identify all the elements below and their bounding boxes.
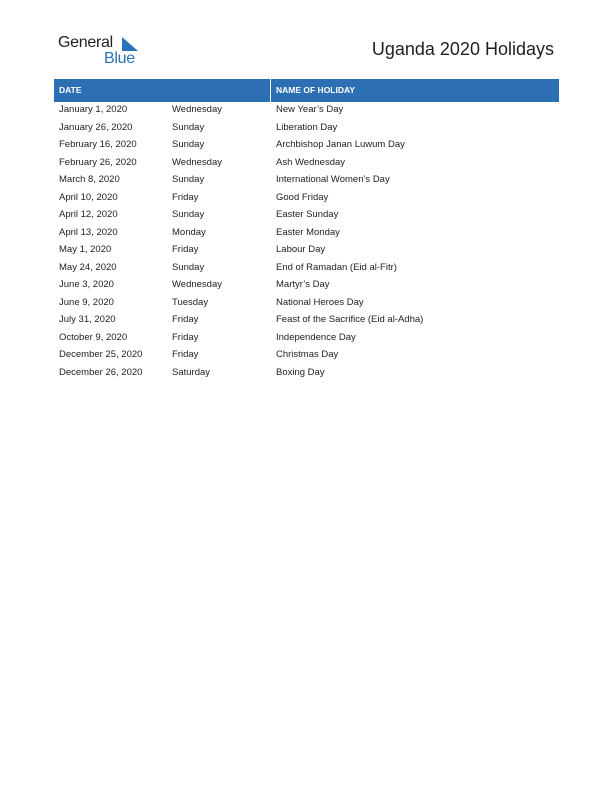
holiday-name: Christmas Day xyxy=(276,349,339,360)
holiday-name: Independence Day xyxy=(276,331,356,343)
table-row xyxy=(54,365,559,383)
holiday-weekday: Wednesday xyxy=(172,279,222,290)
holiday-name: Labour Day xyxy=(276,244,326,255)
holiday-name: Archbishop Janan Luwum Day xyxy=(276,139,405,150)
table-row xyxy=(54,277,559,295)
holiday-date: April 12, 2020 xyxy=(59,209,118,220)
holiday-weekday: Saturday xyxy=(172,366,211,378)
holiday-date: March 8, 2020 xyxy=(59,174,120,185)
header-date: DATE xyxy=(59,85,82,95)
table-row xyxy=(54,347,559,365)
holiday-weekday: Sunday xyxy=(172,261,205,273)
logo-triangle-icon xyxy=(122,37,138,51)
table-row xyxy=(54,295,559,313)
holiday-date: June 9, 2020 xyxy=(59,296,114,308)
holiday-weekday: Friday xyxy=(172,349,199,360)
holiday-name: Feast of the Sacrifice (Eid al-Adha) xyxy=(276,314,424,325)
holiday-name: International Women’s Day xyxy=(276,174,390,185)
table-row xyxy=(54,225,559,243)
table-row xyxy=(54,242,559,260)
holiday-date: February 26, 2020 xyxy=(59,156,137,168)
holiday-name: Martyr’s Day xyxy=(276,279,330,290)
holiday-date: May 24, 2020 xyxy=(59,261,117,273)
holiday-name: Good Friday xyxy=(276,191,329,203)
table-row xyxy=(54,207,559,225)
table-row xyxy=(54,155,559,173)
holiday-date: February 16, 2020 xyxy=(59,139,137,150)
holiday-weekday: Wednesday xyxy=(172,104,222,115)
table-row xyxy=(54,172,559,190)
holiday-name: Boxing Day xyxy=(276,366,325,378)
holiday-weekday: Friday xyxy=(172,244,199,255)
generalblue-logo xyxy=(58,34,148,68)
holiday-date: May 1, 2020 xyxy=(59,244,112,255)
table-row xyxy=(54,102,559,120)
holiday-name: Liberation Day xyxy=(276,121,338,133)
table-row xyxy=(54,260,559,278)
holiday-name: Easter Sunday xyxy=(276,209,339,220)
holiday-date: October 9, 2020 xyxy=(59,331,128,343)
holiday-date: January 1, 2020 xyxy=(59,104,128,115)
holiday-list xyxy=(54,102,559,382)
table-row xyxy=(54,137,559,155)
page-title: Uganda 2020 Holidays xyxy=(371,39,554,59)
table-row xyxy=(54,190,559,208)
holiday-weekday: Sunday xyxy=(172,139,205,150)
holiday-name: National Heroes Day xyxy=(276,296,364,308)
holiday-weekday: Sunday xyxy=(172,174,205,185)
holiday-date: April 10, 2020 xyxy=(59,191,118,203)
holiday-date: January 26, 2020 xyxy=(59,121,133,133)
logo-word-general: General xyxy=(58,34,113,51)
holiday-name: Ash Wednesday xyxy=(276,156,346,168)
table-row xyxy=(54,120,559,138)
header-divider xyxy=(270,79,271,102)
holiday-weekday: Friday xyxy=(172,191,199,203)
holiday-weekday: Wednesday xyxy=(172,156,222,168)
holiday-weekday: Friday xyxy=(172,331,199,343)
holiday-name: End of Ramadan (Eid al-Fitr) xyxy=(276,261,397,273)
table-row xyxy=(54,312,559,330)
holiday-name: Easter Monday xyxy=(276,226,340,238)
holiday-weekday: Sunday xyxy=(172,209,205,220)
holiday-weekday: Tuesday xyxy=(172,296,209,308)
table-row xyxy=(54,330,559,348)
holiday-date: April 13, 2020 xyxy=(59,226,118,238)
holiday-weekday: Friday xyxy=(172,314,199,325)
table-header xyxy=(54,79,559,102)
holiday-date: June 3, 2020 xyxy=(59,279,114,290)
holiday-date: July 31, 2020 xyxy=(59,314,116,325)
holiday-name: New Year’s Day xyxy=(276,104,344,115)
header-holiday-name: NAME OF HOLIDAY xyxy=(276,85,356,95)
holiday-weekday: Monday xyxy=(172,226,206,238)
holiday-date: December 25, 2020 xyxy=(59,349,143,360)
logo-word-blue: Blue xyxy=(104,50,135,67)
holiday-date: December 26, 2020 xyxy=(59,366,143,378)
holiday-weekday: Sunday xyxy=(172,121,205,133)
